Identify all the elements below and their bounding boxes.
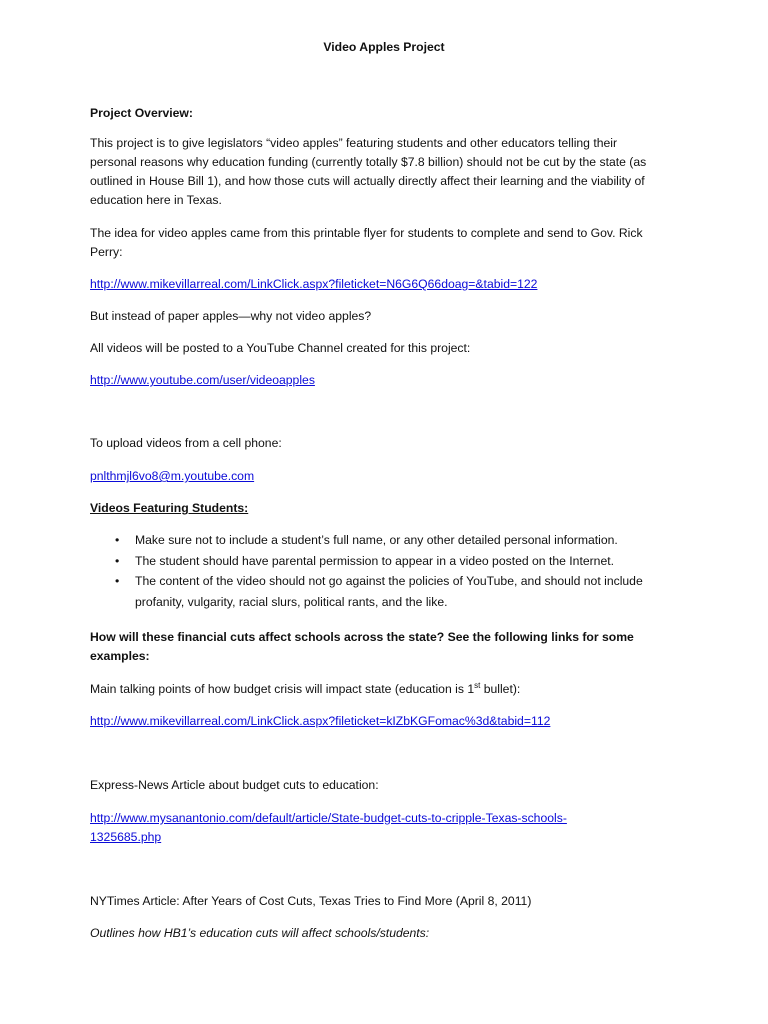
bullet-item-1 bbox=[90, 530, 690, 551]
express-news-link-line-2[interactable]: 1325685.php bbox=[90, 830, 162, 844]
bullet-text-1: Make sure not to include a student’s full name, or any other detailed personal information. bbox=[135, 533, 618, 547]
youtube-channel-link[interactable]: http://www.youtube.com/user/videoapples bbox=[90, 373, 315, 387]
overview-heading: Project Overview: bbox=[90, 106, 193, 120]
nytimes-text: NYTimes Article: After Years of Cost Cuts, Texas Tries to Find More (April 8, 2011) bbox=[90, 894, 532, 908]
express-news-link-line-1[interactable]: http://www.mysanantonio.com/default/article/State-budget-cuts-to-cripple-Texas-schools- bbox=[90, 811, 567, 825]
outlines-text: Outlines how HB1’s education cuts will affect schools/students: bbox=[90, 926, 430, 940]
idea-line-1: The idea for video apples came from this printable flyer for students to complete and send to Gov. Rick bbox=[90, 226, 643, 240]
students-bullet-list bbox=[90, 530, 690, 612]
students-heading: Videos Featuring Students: bbox=[90, 501, 249, 515]
talking-points-pre: Main talking points of how budget crisis will impact state (education is 1 bbox=[90, 682, 475, 696]
overview-line-3: outlined in House Bill 1), and how those cuts will actually directly affect their learning and the viability of bbox=[90, 174, 645, 188]
upload-email-link[interactable]: pnlthmjl6vo8@m.youtube.com bbox=[90, 469, 255, 483]
document-title: Video Apples Project bbox=[323, 40, 445, 54]
bullet-item-3 bbox=[90, 571, 690, 592]
idea-line-2: Perry: bbox=[90, 245, 123, 259]
bullet-text-3-continued: profanity, vulgarity, racial slurs, political rants, and the like. bbox=[135, 594, 448, 609]
bullet-dot-icon: • bbox=[115, 553, 120, 568]
upload-text: To upload videos from a cell phone: bbox=[90, 436, 282, 450]
overview-line-4: education here in Texas. bbox=[90, 193, 222, 207]
bullet-item-3-continued bbox=[90, 592, 690, 613]
paper-apples-text: But instead of paper apples—why not video apples? bbox=[90, 309, 372, 323]
cuts-question-line-2: examples: bbox=[90, 649, 150, 663]
express-news-text: Express-News Article about budget cuts to education: bbox=[90, 778, 379, 792]
talking-points-sup: st bbox=[474, 680, 481, 690]
overview-line-2: personal reasons why education funding (currently totally $7.8 billion) should not be cut by the state (as bbox=[90, 155, 647, 169]
bullet-dot-icon: • bbox=[115, 533, 120, 547]
cuts-question-line-1: How will these financial cuts affect schools across the state? See the following links for some bbox=[90, 630, 634, 644]
channel-text: All videos will be posted to a YouTube Channel created for this project: bbox=[90, 341, 471, 355]
talking-points-link[interactable]: http://www.mikevillarreal.com/LinkClick.aspx?fileticket=kIZbKGFomac%3d&tabid=112 bbox=[90, 714, 551, 728]
talking-points-post: bullet): bbox=[480, 682, 521, 696]
flyer-link[interactable]: http://www.mikevillarreal.com/LinkClick.aspx?fileticket=N6G6Q66doag=&tabid=122 bbox=[90, 277, 538, 291]
bullet-dot-icon: • bbox=[115, 574, 120, 588]
bullet-item-2 bbox=[90, 551, 690, 572]
talking-points-text bbox=[90, 680, 690, 700]
bullet-text-3: The content of the video should not go against the policies of YouTube, and should not include bbox=[135, 574, 643, 588]
overview-line-1: This project is to give legislators “video apples” featuring students and other educators telling their bbox=[90, 136, 618, 150]
bullet-text-2: The student should have parental permission to appear in a video posted on the Internet. bbox=[135, 553, 615, 568]
